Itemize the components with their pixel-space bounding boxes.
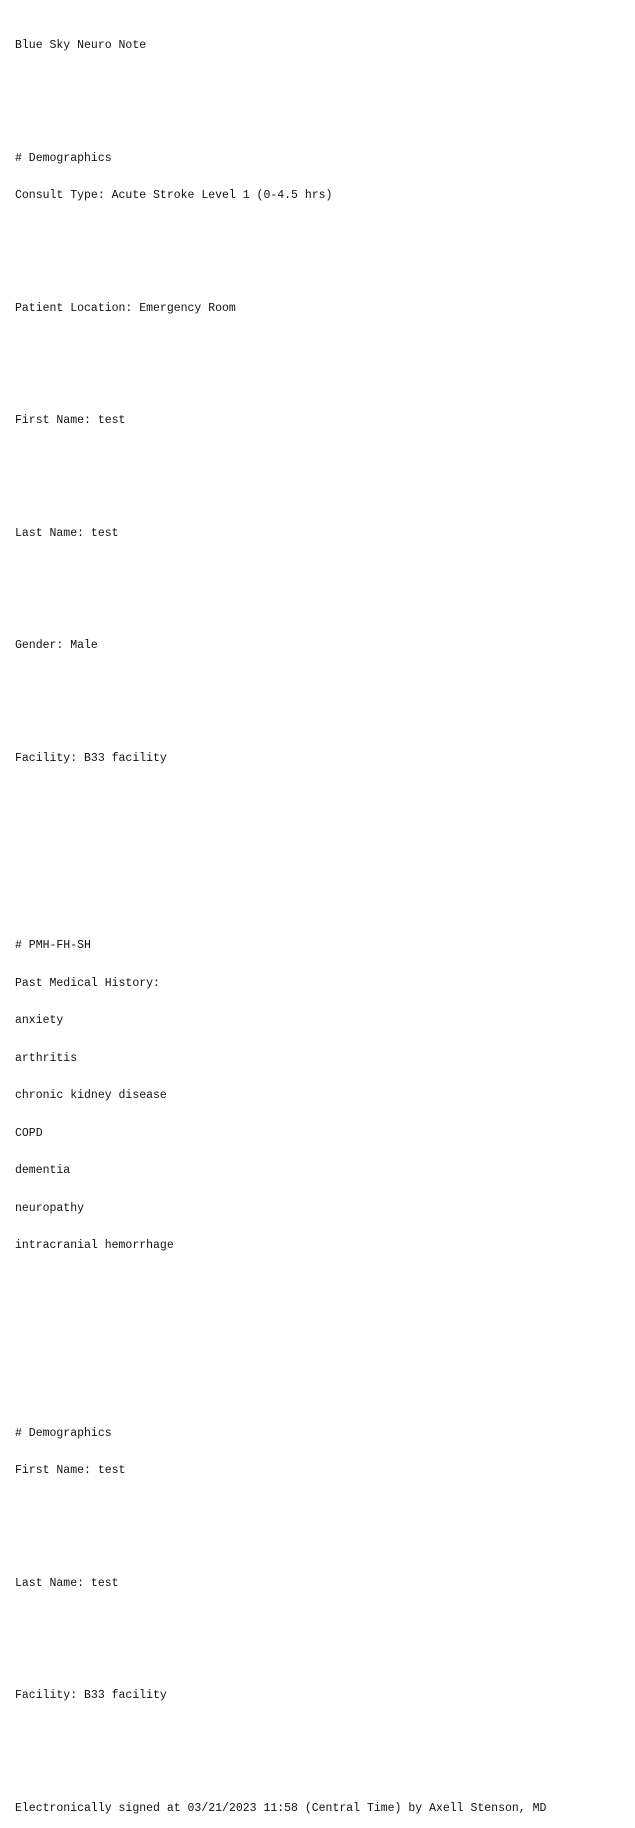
first-name-2: First Name: test: [15, 1464, 126, 1477]
blank-line: [15, 903, 620, 916]
blank-line: [15, 1278, 620, 1291]
pmh-item: neuropathy: [15, 1201, 85, 1215]
blank-line: [15, 1353, 620, 1366]
pmh-item: arthritis: [15, 1051, 78, 1065]
blank-line: [15, 1540, 620, 1553]
pmh-item: chronic kidney disease: [15, 1089, 167, 1102]
consult-type: Consult Type: Acute Stroke Level 1 (0-4.5 hrs): [15, 189, 333, 202]
gender: Gender: Male: [15, 639, 98, 652]
blank-line: [15, 1315, 620, 1328]
pmh-item: intracranial hemorrhage: [15, 1239, 174, 1252]
patient-location: Patient Location: Emergency Room: [15, 301, 236, 315]
blank-line: [15, 490, 620, 503]
blank-line: [15, 228, 620, 241]
blank-line: [15, 565, 620, 578]
blank-line: [15, 1615, 620, 1628]
blank-line: [15, 603, 620, 616]
blank-line: [15, 115, 620, 128]
blank-line: [15, 1503, 620, 1516]
blank-line: [15, 378, 620, 391]
note-document: [15, 15, 620, 1828]
last-name: Last Name: test: [15, 526, 119, 540]
facility-2: Facility: B33 facility: [15, 1689, 167, 1702]
blank-line: [15, 78, 620, 91]
blank-line: [15, 828, 620, 841]
blank-line: [15, 1653, 620, 1666]
blank-line: [15, 1765, 620, 1778]
pmh-item: COPD: [15, 1126, 43, 1140]
demographics-heading-2: # Demographics: [15, 1426, 112, 1440]
blank-line: [15, 1390, 620, 1403]
blank-line: [15, 453, 620, 466]
blank-line: [15, 265, 620, 278]
demographics-heading: # Demographics: [15, 151, 112, 165]
first-name: First Name: test: [15, 414, 126, 427]
signature-line: Electronically signed at 03/21/2023 11:58 (Central Time) by Axell Stenson, MD: [15, 1801, 547, 1815]
blank-line: [15, 340, 620, 353]
blank-line: [15, 678, 620, 691]
blank-line: [15, 715, 620, 728]
note-title: Blue Sky Neuro Note: [15, 39, 147, 52]
blank-line: [15, 790, 620, 803]
blank-line: [15, 865, 620, 878]
pmh-item: dementia: [15, 1164, 71, 1177]
pmh-label: Past Medical History:: [15, 976, 160, 990]
facility: Facility: B33 facility: [15, 751, 167, 765]
pmh-heading: # PMH-FH-SH: [15, 939, 91, 952]
blank-line: [15, 1728, 620, 1741]
pmh-item: anxiety: [15, 1014, 64, 1027]
last-name-2: Last Name: test: [15, 1576, 119, 1590]
